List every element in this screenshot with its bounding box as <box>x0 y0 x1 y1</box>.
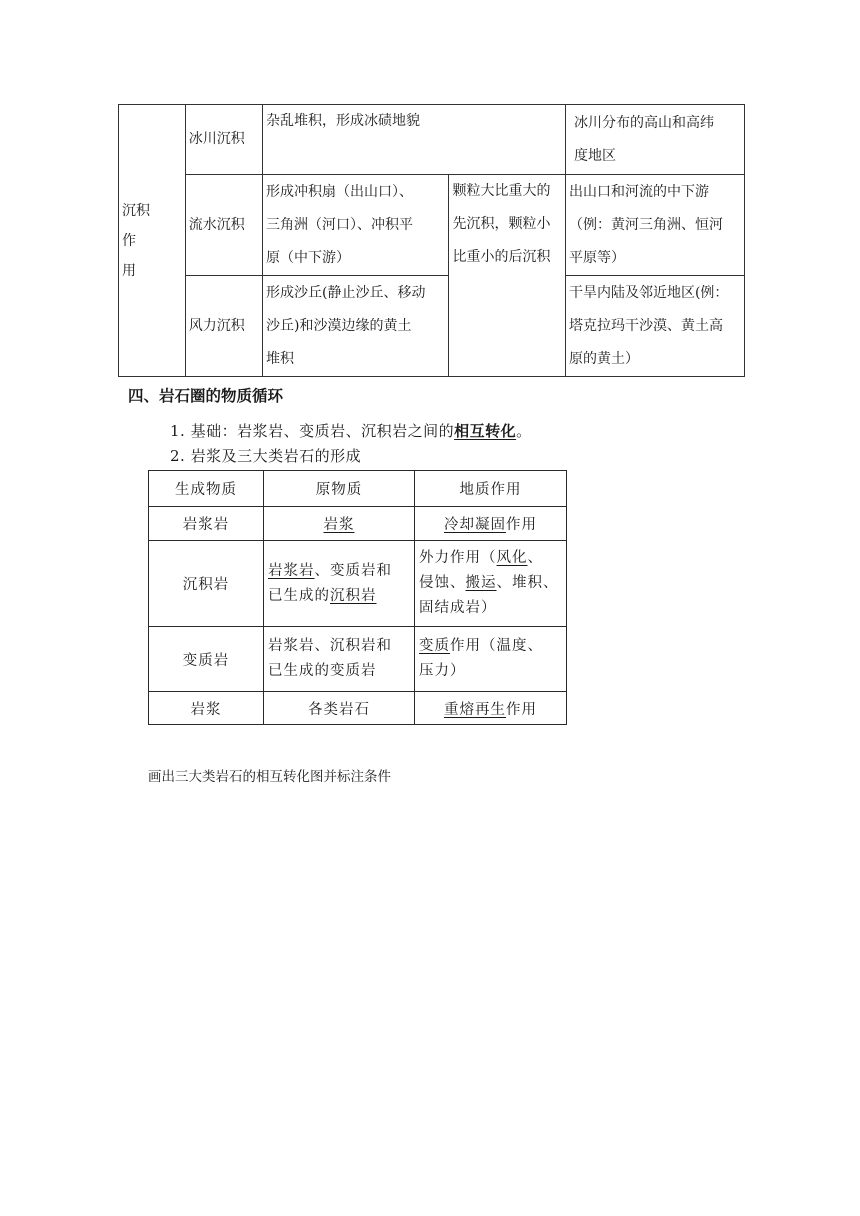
table-row <box>149 507 567 541</box>
type-cell: 流水沉积 <box>185 175 262 276</box>
header-product: 生成物质 <box>149 471 264 507</box>
source-cell: 岩浆岩、沉积岩和 已生成的变质岩 <box>264 627 415 692</box>
product-cell: 岩浆 <box>149 692 264 725</box>
category-cell: 沉积 作 用 <box>119 105 186 377</box>
process-cell: 变质作用（温度、 压力） <box>415 627 567 692</box>
table-row <box>119 105 745 175</box>
region-cell: 出山口和河流的中下游 （例：黄河三角洲、恒河 平原等） <box>565 175 744 276</box>
table-header-row <box>149 471 567 507</box>
landform-cell: 形成沙丘(静止沙丘、移动 沙丘)和沙漠边缘的黄土 堆积 <box>263 276 449 377</box>
list-item: 2. 岩浆及三大类岩石的形成 <box>170 447 362 465</box>
header-process: 地质作用 <box>415 471 567 507</box>
process-cell: 外力作用（风化、 侵蚀、搬运、堆积、 固结成岩） <box>415 541 567 627</box>
header-source: 原物质 <box>264 471 415 507</box>
product-cell: 岩浆岩 <box>149 507 264 541</box>
region-cell: 冰川分布的高山和高纬 度地区 <box>565 105 744 175</box>
list-item: 1. 基础：岩浆岩、变质岩、沉积岩之间的相互转化。 <box>170 422 532 440</box>
process-cell: 冷却凝固作用 <box>415 507 567 541</box>
instruction-note: 画出三大类岩石的相互转化图并标注条件 <box>148 769 391 785</box>
table-row <box>149 541 567 627</box>
landform-cell: 形成冲积扇（出山口）、 三角洲（河口）、冲积平 原（中下游） <box>263 175 449 276</box>
table-row <box>149 627 567 692</box>
type-cell: 风力沉积 <box>185 276 262 377</box>
table-row <box>119 175 745 276</box>
source-cell: 各类岩石 <box>264 692 415 725</box>
deposition-table <box>118 104 745 377</box>
source-cell: 岩浆 <box>264 507 415 541</box>
region-cell: 干旱内陆及邻近地区(例： 塔克拉玛干沙漠、黄土高 原的黄土） <box>565 276 744 377</box>
product-cell: 沉积岩 <box>149 541 264 627</box>
source-cell: 岩浆岩、变质岩和 已生成的沉积岩 <box>264 541 415 627</box>
rock-formation-table <box>148 470 567 725</box>
table-row <box>149 692 567 725</box>
section-heading: 四、岩石圈的物质循环 <box>128 387 284 405</box>
product-cell: 变质岩 <box>149 627 264 692</box>
table-row <box>119 276 745 377</box>
type-cell: 冰川沉积 <box>185 105 262 175</box>
feature-cell: 颗粒大比重大的 先沉积，颗粒小 比重小的后沉积 <box>449 175 566 377</box>
process-cell: 重熔再生作用 <box>415 692 567 725</box>
landform-cell: 杂乱堆积，形成冰碛地貌 <box>263 105 566 175</box>
